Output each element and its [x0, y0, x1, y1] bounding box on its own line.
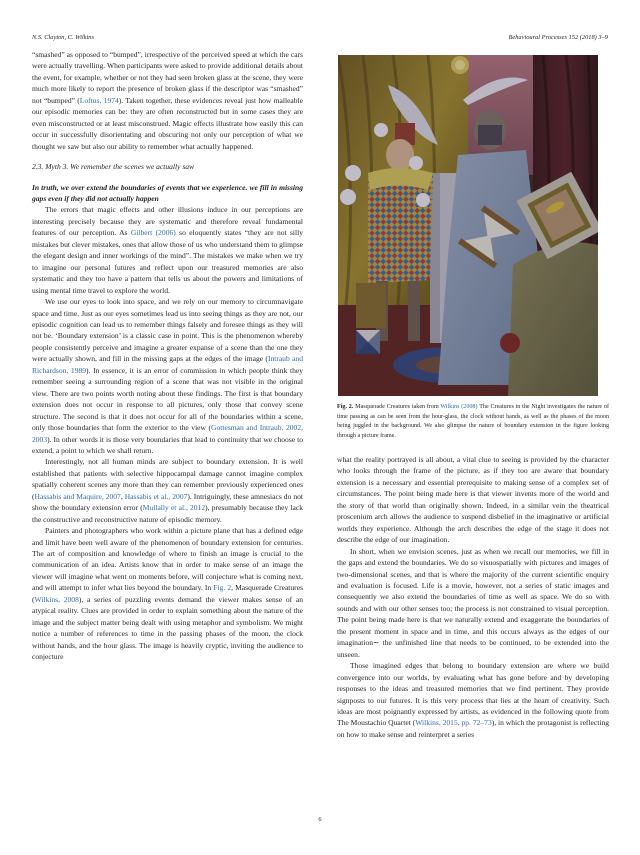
citation-link[interactable]: Wilkins, 2008 — [34, 594, 79, 604]
citation-link[interactable]: Wilkins (2008) — [440, 404, 478, 410]
citation-link[interactable]: Loftus, 1974 — [79, 95, 119, 105]
paragraph: Interestingly, not all human minds are subject to boundary extension. It is well established that patients with selective hippocampal damage cannot imagine complex spatially coherent scenes any more than they can remember previously experienced ones (Hassabis and Maquire, 2007, Hassabis et al., 2007). Intriguingly, these amnesiacs do not show the boundary extension error (Mullally et al., 2012), presumably because they lack the constructive and reconstructive nature of episodic memory. — [32, 457, 303, 524]
page-number: 6 — [318, 816, 322, 823]
running-head-journal: Behavioural Processes 152 (2018) 3–9 — [508, 34, 608, 41]
figure-label: Fig. 2. — [337, 404, 354, 410]
citation-link[interactable]: Intraub and Richardson, 1989 — [32, 354, 303, 375]
paragraph: In short, when we envision scenes, just as when we recall our memories, we fill in the gaps and extend the boundaries. We do so visuospatially with pictures and images of two-dimensional scenes, and that is where the majority of the current scientific enquiry and evaluation is focused. Life is a movie, however, not a series of static images and consequently we also extend the boundaries of time as well as space. We do so with sounds and with our other senses too; the process is not constrained to visual perception. The point being made here is that we naturally extend and exaggerate the boundaries of the present moment in space and in time, and this occurs always as the edges of our imagination∼ the unfinished line that needs to be continued, to be extended into the unseen. — [337, 546, 609, 659]
section-lead: In truth, we over extend the boundaries of events that we experience. we fill in missing gaps even if they did not actually happen — [32, 182, 303, 203]
citation-link[interactable]: Hassabis et al., 2007 — [124, 491, 188, 501]
citation-link[interactable]: Gottesman and Intraub, 2002, 2003 — [32, 423, 303, 444]
paragraph: The errors that magic effects and other illusions induce in our perceptions are interesting precisely because they are systematic and therefore reveal fundamental features of our perception. As Gilbert (2006) so eloquently states “they are not silly mistakes but clever mistakes, ones that allow those of us who understand them to glimpse the elegant design and inner workings of the mind”. The mistakes we make when we try to imagine our personal futures and reflect upon our treasured memories are also systematic and they too have a pattern that tells us about the powers and limitations of using mental time travel to explore the world. — [32, 205, 304, 295]
left-column — [32, 49, 303, 663]
figure-2-painting — [338, 55, 598, 396]
paragraph: what the reality portrayed is all about, a vital clue to seeing is provided by the character who looks through the frame of the picture, as if they too are aware that boundary extension is a necessary and essential prerequisite to making sense of a complex set of circumstances. The point being made here is that viewer invents more of the world and the story of that world than originally shown. Indeed, in a similar vein the theatrical proscenium arch allows the audience to suspend disbelief in the imaginative or artificial worlds they experience. Although the arch describes the edge of the stage it does not describe the edge of our imagination. — [337, 455, 609, 545]
citation-link[interactable]: Hassabis and Maquire, 2007 — [34, 491, 121, 501]
figure-reference-link[interactable]: Fig. 2 — [213, 583, 232, 593]
citation-link[interactable]: Wilkins, 2015, pp. 72–73 — [415, 718, 492, 728]
paragraph: Those imagined edges that belong to boundary extension are where we build convergence into our worlds, by evaluating what has gone before and by developing responses to the ideas and treasured memories that we find pertinent. They provide signposts to our futures. It is this very process that lies at the heart of creativity. Such ideas are most poignantly expressed by artists, as evidenced in the following quote from The Moustachio Quartet (Wilkins, 2015, pp. 72–73), in which the protagonist is reflecting on how to make sense and reinterpret a series — [337, 661, 609, 739]
citation-link[interactable]: Mullally et al., 2012 — [142, 503, 206, 513]
section-heading: 2.3. Myth 3. We remember the scenes we actually saw — [32, 162, 195, 172]
citation-link[interactable]: Gilbert (2006) — [130, 228, 176, 238]
masquerade-painting-image — [338, 55, 598, 396]
paragraph: Painters and photographers who work within a picture plane that has a defined edge and limit have been well aware of the phenomenon of boundary extension for centuries. The art of composition and knowledge of where to finish an image is crucial to the communication of an idea. Artists know that in order to make sense of an image the viewer will imagine what went on moments before, will conjecture what is coming next, and will attempt to infer what lies beyond the boundary. In Fig. 2, Masquerade Creatures (Wilkins, 2008), a series of puzzling events demand the viewer makes sense of an atypical reality. Clues are provided in order to explain something about the nature of the image and the subject matter being dealt with using metaphor and symbolism. We might notice a number of references to time in the passing phases of the moon, the clock without hands, and the hour glass. The image is heavily cryptic, inviting the audience to conjecture — [32, 526, 303, 662]
figure-caption: Fig. 2. Masquerade Creatures taken from Wilkins (2008) The Creatures in the Night investigates the nature of time passing as can be seen from the hour-glass, the clock without hands, as well as the phases of the moon being juggled in the background. We also glimpse the nature of boundary extension in the figure looking through a picture frame. — [337, 404, 609, 440]
right-column — [337, 454, 609, 740]
running-head-authors: N.S. Clayton, C. Wilkins — [32, 34, 94, 41]
paragraph: We use our eyes to look into space, and we rely on our memory to circumnavigate space and time. Just as our eyes sometimes lead us into seeing things as they are not, our episodic cognition can lead us to remember things falsely and foresee things as they will not be. ‘Boundary extension’ is a classic case in point. This is the phenomenon whereby people consistently perceive and imagine a greater expanse of a scene than the one they were actually shown, and fill in the missing gaps at the edges of the image (Intraub and Richardson, 1989). In essence, it is an error of commission in which people think they remember seeing a surrounding region of a scene that was not visible in the original view. There are two points worth noting about these findings. The first is that boundary extension does not occur in response to all pictures, only those that convey scene structure. The second is that it does not occur for all of the boundaries within a scene, only those boundaries that form the exterior to the view (Gottesman and Intraub, 2002, 2003). In other words it is those very boundaries that lead to continuity that we choose to extend, a point to which we shall return. — [32, 297, 303, 455]
paragraph: “smashed” as opposed to “bumped”, irrespective of the perceived speed at which the cars were actually travelling. When participants were asked to provide additional details about the event, for example, whether or not they had seen broken glass at the scene, they were much more likely to report the presence of broken glass if the descriptor was “smashed” not “bumped” (Loftus, 1974). Taken together, these evidences reveal just how malleable our episodic memories can be: they are often reconstructed but in some cases they are even misconstructed or at least misconstrued. Magic effects illustrate how easily this can occur in successfully disorientating and obscuring not only our perception of what we thought we saw but also our ability to remember what actually happened. — [32, 50, 303, 151]
